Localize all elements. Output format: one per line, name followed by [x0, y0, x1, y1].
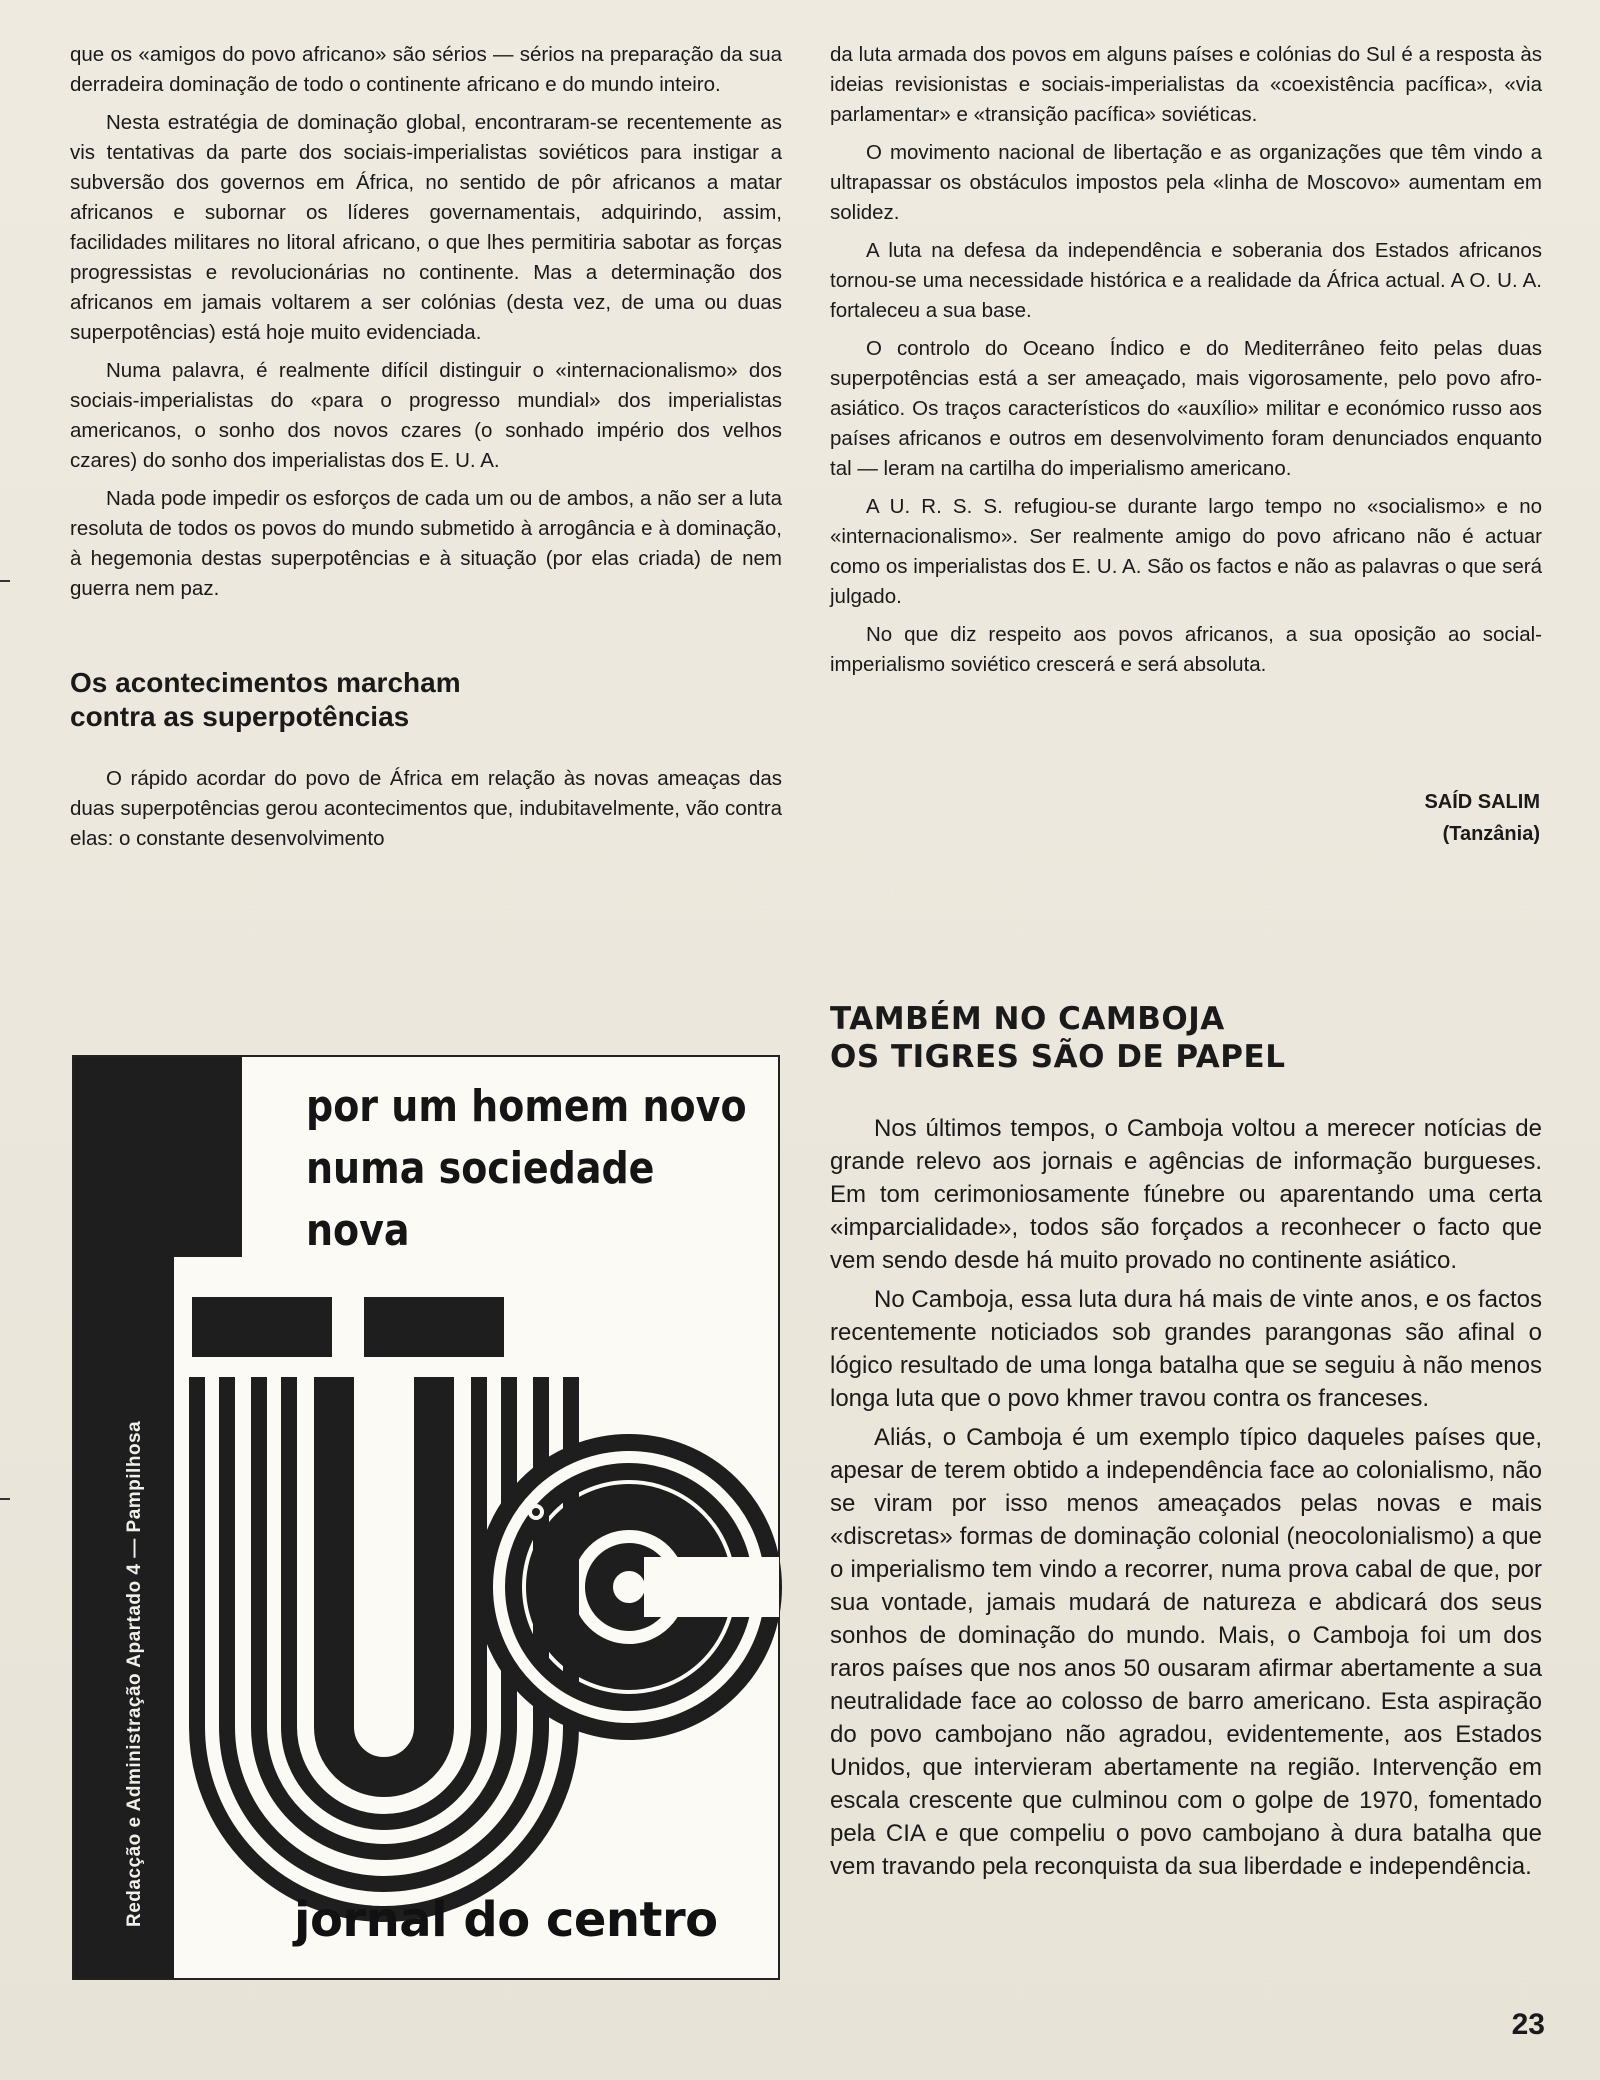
- paragraph: Nada pode impedir os esforços de cada um ou de ambos, a não ser a luta resoluta de todos os povos do mundo submetido à arrogância e à dominação, à hegemonia destas superpotências e à situação (por elas criada) de nem guerra nem paz.: [70, 487, 782, 600]
- paragraph: Nesta estratégia de dominação global, encontraram-se recentemente as vis tentativas da parte dos sociais-imperialistas soviéticos para instigar a subversão dos governos em África, no sentido de pôr africanos a matar africanos e subornar os líderes governamentais, adquirindo, assim, facilidades militares no litoral africano, o que lhes permitiria sabotar as forças progressistas e revolucionárias no continente. Mas a determinação dos africanos em jamais voltarem a ser colónias (desta vez, de uma ou duas superpotências) está hoje muito evidenciada.: [70, 111, 782, 344]
- section-heading: Os acontecimentos marcham contra as superpotências: [70, 667, 461, 732]
- article-title: [830, 1000, 1542, 1076]
- paragraph: A U. R. S. S. refugiou-se durante largo tempo no «socialismo» e no «internacionalismo». Ser realmente amigo do povo africano não é actuar como os imperialistas dos E. U. A. São os factos e não as palavras o que será julgado.: [830, 495, 1542, 608]
- paragraph: O controlo do Oceano Índico e do Mediterrâneo feito pelas duas superpotências está a ser ameaçado, mais vigorosamente, pelo povo afro-asiático. Os traços característicos do «auxílio» militar e económico russo aos países africanos e outros em desenvolvimento foram denunciados enquanto tal — leram na cartilha do imperialismo americano.: [830, 337, 1542, 480]
- page-number: 23: [1511, 2008, 1545, 2041]
- paragraph: Nos últimos tempos, o Camboja voltou a merecer notícias de grande relevo aos jornais e agências de informação burgueses. Em tom cerimoniosamente fúnebre ou aparentando uma certa «imparcialidade», todos são forçados a reconhecer o facto que vem sendo desde há muito provado no continente asiático.: [830, 1115, 1542, 1274]
- paragraph: Numa palavra, é realmente difícil distinguir o «internacionalismo» dos sociais-imperialistas do «para o progresso mundial» dos imperialistas americanos, o sonho dos novos czares (o sonhado império dos velhos czares) do sonho dos imperialistas dos E. U. A.: [70, 359, 782, 472]
- margin-mark: [0, 1498, 10, 1500]
- jornal-do-centro-advertisement: [72, 1055, 780, 1980]
- paragraph: O movimento nacional de libertação e as organizações que têm vindo a ultrapassar os obstáculos impostos pela «linha de Moscovo» aumentam em solidez.: [830, 141, 1542, 224]
- slogan-line: numa sociedade nova: [306, 1142, 655, 1256]
- margin-mark: [0, 580, 10, 582]
- slogan-line: por um homem novo: [306, 1080, 747, 1132]
- article-body: [830, 1112, 1542, 1889]
- article-title-line: OS TIGRES SÃO DE PAPEL: [830, 1039, 1286, 1075]
- paragraph: A luta na defesa da independência e soberania dos Estados africanos tornou-se uma necessidade histórica e a realidade da África actual. A O. U. A. fortaleceu a sua base.: [830, 239, 1542, 322]
- right-column: [830, 40, 1542, 688]
- paragraph: da luta armada dos povos em alguns países e colónias do Sul é a resposta às ideias revisionistas e sociais-imperialistas da «coexistência pacífica», «via parlamentar» e «transição pacífica» soviéticas.: [830, 43, 1542, 126]
- paragraph: que os «amigos do povo africano» são sérios — sérios na preparação da sua derradeira dominação de todo o continente africano e do mundo inteiro.: [70, 43, 782, 96]
- paragraph: Aliás, o Camboja é um exemplo típico daqueles países que, apesar de terem obtido a independência face ao colonialismo, não se viram por isso menos ameaçados pelas novas e mais «discretas» formas de dominação colonial (neocolonialismo) a que o imperialismo tem vindo a recorrer, numa prova cabal de que, por sua vontade, jamais mudará de natureza e abdicará dos seus sonhos de dominação do mundo. Mais, o Camboja foi um dos raros países que nos anos 50 ousaram afirmar abertamente a sua neutralidade face ao colosso de barro americano. Esta aspiração do povo cambojano não agradou, evidentemente, aos Estados Unidos, que intervieram abertamente na região. Intervenção em escala crescente que culminou com o golpe de 1970, fomentado pela CIA e que compeliu o povo cambojano à dura batalha que vem travando pela reconquista da sua liberdade e independência.: [830, 1424, 1542, 1880]
- paragraph: No Camboja, essa luta dura há mais de vinte anos, e os factos recentemente noticiados sob grandes parangonas são afinal o lógico resultado de uma longa batalha que se seguiu à não menos longa luta que o povo khmer travou contra os franceses.: [830, 1286, 1542, 1412]
- author-name: SAÍD SALIM: [1424, 791, 1540, 813]
- ad-top-bar: [174, 1057, 242, 1282]
- ad-slogan: [306, 1075, 766, 1261]
- author-country: (Tanzânia): [1442, 823, 1540, 845]
- left-column: [70, 40, 782, 862]
- jc-logo: [174, 1257, 774, 1887]
- ad-footer-title: jornal do centro: [294, 1892, 718, 1948]
- paragraph: No que diz respeito aos povos africanos, a sua oposição ao social-imperialismo soviético crescerá e será absoluta.: [830, 623, 1542, 676]
- author-signature: [1300, 786, 1540, 850]
- article-title-line: TAMBÉM NO CAMBOJA: [830, 1001, 1225, 1037]
- paragraph: O rápido acordar do povo de África em relação às novas ameaças das duas superpotências gerou acontecimentos que, indubitavelmente, vão contra elas: o constante desenvolvimento: [70, 767, 782, 850]
- ad-address-text: Redacção e Administração Apartado 4 — Pampilhosa: [124, 1420, 145, 1927]
